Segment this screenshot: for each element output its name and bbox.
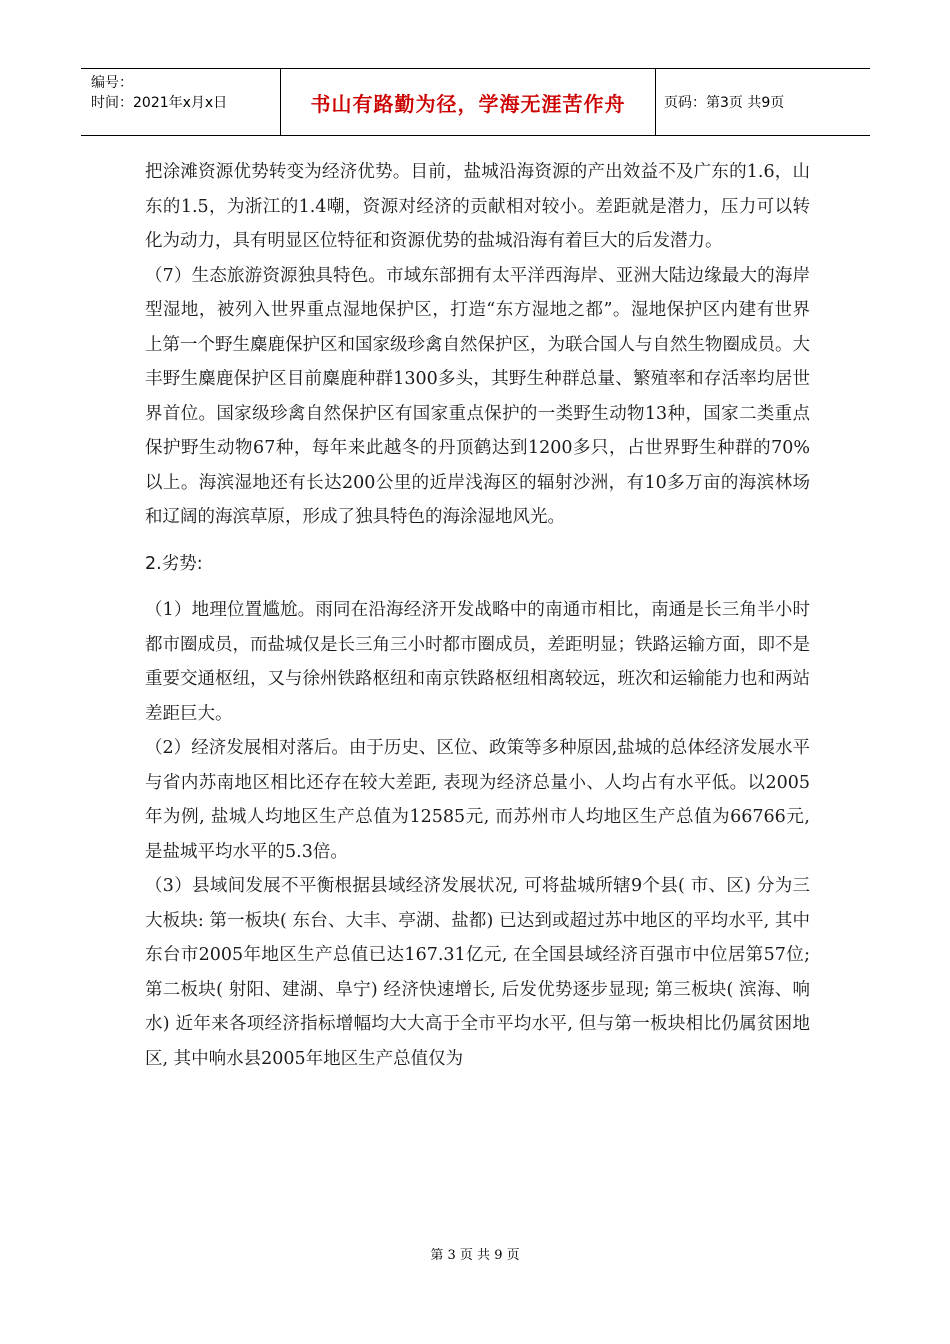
page-footer: 第 3 页 共 9 页 (430, 1248, 520, 1263)
paragraph: （1）地理位置尴尬。雨同在沿海经济开发战略中的南通市相比，南通是长三角半小时都市圈成员，而盐城仅是长三角三小时都市圈成员，差距明显；铁路运输方面，即不是重要交通枢纽，又与徐州铁路枢纽和南京铁路枢纽相离较远，班次和运输能力也和两站差距巨大。 (145, 600, 810, 724)
paragraph: （2）经济发展相对落后。由于历史、区位、政策等多种原因,盐城的总体经济发展水平与省内苏南地区相比还存在较大差距, 表现为经济总量小、人均占有水平低。以2005年为例, 盐城人均地区生产总值为12585元, 而苏州市人均地区生产总值为66766元, 是盐城平均水平的5.3倍。 (145, 738, 810, 862)
paragraph: （3）县域间发展不平衡根据县域经济发展状况, 可将盐城所辖9个县( 市、区) 分为三大板块: 第一板块( 东台、大丰、亭湖、盐都) 已达到或超过苏中地区的平均水平, 其中东台市2005年地区生产总值已达167.31亿元, 在全国县域经济百强市中位居第57位; 第二板块( 射阳、建湖、阜宁) 经济快速增长, 后发优势逐步显现; 第三板块( 滨海、响水) 近年来各项经济指标增幅均大大高于全市平均水平, 但与第一板块相比仍属贫困地区, 其中响水县2005年地区生产总值仅为 (145, 876, 810, 1069)
page-header (81, 68, 870, 136)
document-body (145, 155, 810, 1076)
paragraph: （7）生态旅游资源独具特色。市域东部拥有太平洋西海岸、亚洲大陆边缘最大的海岸型湿地，被列入世界重点湿地保护区，打造“东方湿地之都”。湿地保护区内建有世界上第一个野生麋鹿保护区和国家级珍禽自然保护区，为联合国人与自然生物圈成员。大丰野生麋鹿保护区目前麋鹿种群1300多头，其野生种群总量、繁殖率和存活率均居世界首位。国家级珍禽自然保护区有国家重点保护的一类野生动物13种，国家二类重点保护野生动物67种，每年来此越冬的丹顶鹤达到1200多只，占世界野生种群的70%以上。海滨湿地还有长达200公里的近岸浅海区的辐射沙洲，有10多万亩的海滨林场和辽阔的海滨草原，形成了独具特色的海涂湿地风光。 (145, 265, 810, 527)
header-time-label: 时间：2021年x月x日 (91, 95, 228, 111)
header-meta (81, 69, 281, 135)
paragraph: 把涂滩资源优势转变为经济优势。目前，盐城沿海资源的产出效益不及广东的1.6，山东的1.5，为浙江的1.4嘲，资源对经济的贡献相对较小。差距就是潜力，压力可以转化为动力，具有明显区位特征和资源优势的盐城沿海有着巨大的后发潜力。 (145, 162, 810, 251)
header-page-code: 页码：第3页 共9页 (664, 95, 785, 111)
section-heading: 2.劣势: (145, 553, 203, 574)
header-motto: 书山有路勤为径，学海无涯苦作舟 (281, 69, 656, 135)
header-number-label: 编号： (91, 75, 133, 91)
